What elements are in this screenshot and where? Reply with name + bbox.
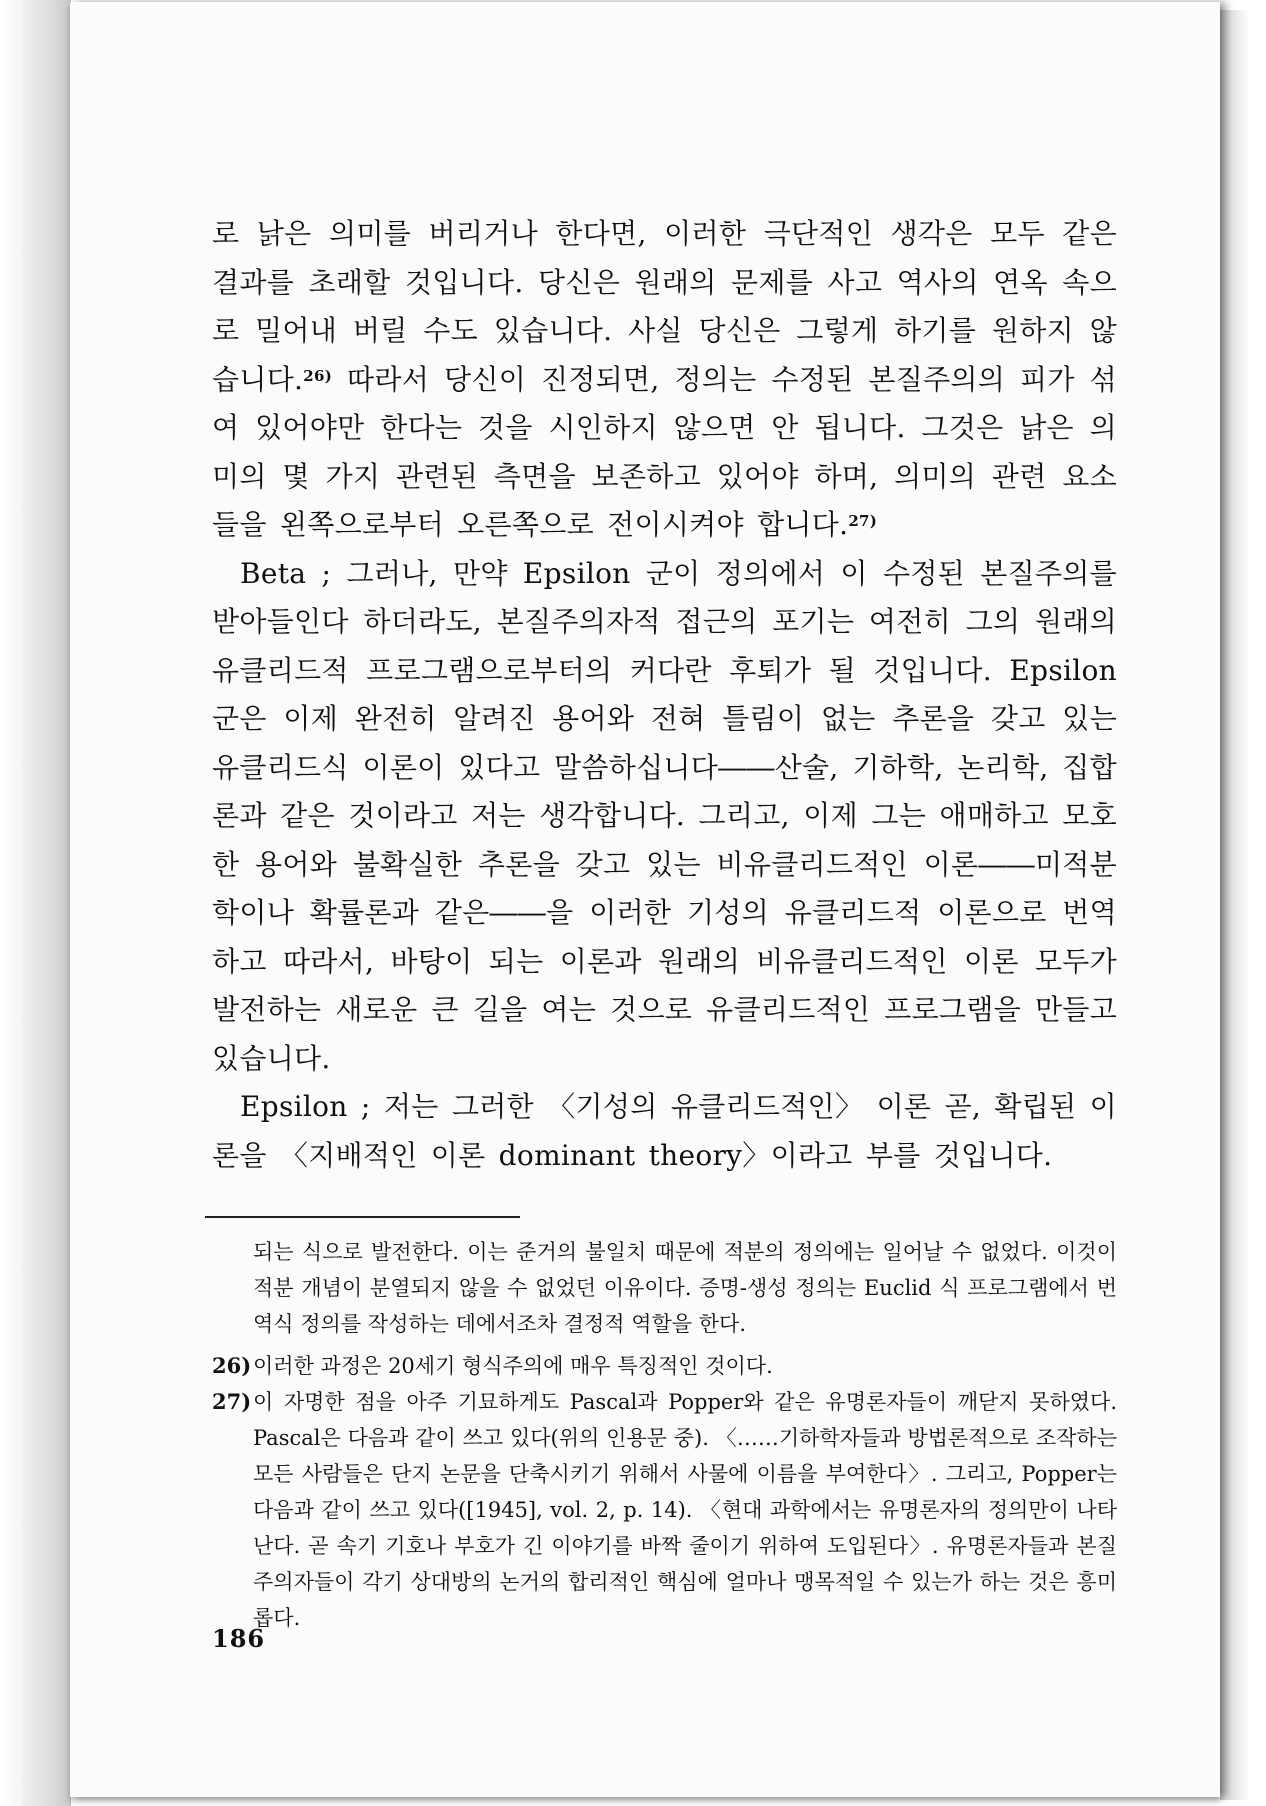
footnote-divider (205, 1216, 520, 1218)
paragraph-1-part-b: 따라서 당신이 진정되면, 정의는 수정된 본질주의의 피가 섞여 있어야만 한다는 것을 시인하지 않으면 안 됩니다. 그것은 낡은 의미의 몇 가지 관련된 측면을 보존하고 있어야 하며, 의미의 관련 요소들을 왼쪽으로부터 오른쪽으로 전이시켜야 합니다. (212, 362, 1117, 541)
book-spine-edge (22, 0, 71, 1806)
page-number: 186 (212, 1624, 266, 1653)
footnote-ref-27[interactable]: 27) (848, 512, 878, 530)
footnote-text: 이 자명한 점을 아주 기묘하게도 Pascal과 Popper와 같은 유명론자들이 깨닫지 못하였다. Pascal은 다음과 같이 쓰고 있다(위의 인용문 중). 〈……기하학자들과 방법론적으로 조작하는 모든 사람들은 단지 논문을 단축시키기 위해서 사물에 이름을 부여한다〉. 그리고, Popper는 다음과 같이 쓰고 있다([1945], vol. 2, p. 14). 〈현대 과학에서는 유명론자의 정의만이 나타난다. 곧 속기 기호나 부호가 긴 이야기를 바짝 줄이기 위하여 도입된다〉. 유명론자들과 본질주의자들이 각기 상대방의 논거의 합리적인 핵심에 얼마나 맹목적일 수 있는가 하는 것은 흥미롭다. (253, 1390, 1117, 1630)
footnote-number: 26) (212, 1353, 252, 1378)
footnote-number: 27) (212, 1389, 252, 1414)
page-shadow (1220, 10, 1250, 1800)
page-content (212, 210, 1117, 1636)
footnote-text: 이러한 과정은 20세기 형식주의에 매우 특징적인 것이다. (253, 1354, 773, 1378)
paragraph-1 (212, 210, 1117, 550)
footnote-ref-26[interactable]: 26) (303, 366, 333, 385)
main-text (212, 210, 1117, 1180)
footnote-26 (212, 1348, 1117, 1384)
paragraph-beta: Beta ; 그러나, 만약 Epsilon 군이 정의에서 이 수정된 본질주의를 받아들인다 하더라도, 본질주의자적 접근의 포기는 여전히 그의 원래의 유클리드적 프로그램으로부터의 커다란 후퇴가 될 것입니다. Epsilon 군은 이제 완전히 알려진 용어와 전혀 틀림이 없는 추론을 갖고 있는 유클리드식 이론이 있다고 말씀하십니다――산술, 기하학, 논리학, 집합론과 같은 것이라고 저는 생각합니다. 그리고, 이제 그는 애매하고 모호한 용어와 불확실한 추론을 갖고 있는 비유클리드적인 이론――미적분학이나 확률론과 같은――을 이러한 기성의 유클리드적 이론으로 번역하고 따라서, 바탕이 되는 이론과 원래의 비유클리드적인 이론 모두가 발전하는 새로운 큰 길을 여는 것으로 유클리드적인 프로그램을 만들고 있습니다. (212, 556, 1117, 1075)
footnote-continuation: 되는 식으로 발전한다. 이는 준거의 불일치 때문에 적분의 정의에는 일어날 수 없었다. 이것이 적분 개념이 분열되지 않을 수 없었던 이유이다. 증명-생성 정의는 Euclid 식 프로그램에서 번역식 정의를 작성하는 데에서조차 결정적 역할을 한다. (253, 1240, 1117, 1336)
footnote-27 (212, 1384, 1117, 1636)
footnote-list (212, 1348, 1117, 1636)
paragraph-epsilon: Epsilon ; 저는 그러한 〈기성의 유클리드적인〉 이론 곧, 확립된 이론을 〈지배적인 이론 dominant theory〉이라고 부를 것입니다. (212, 1090, 1117, 1172)
paragraph-1-part-a: 로 낡은 의미를 버리거나 한다면, 이러한 극단적인 생각은 모두 같은 결과를 초래할 것입니다. 당신은 원래의 문제를 사고 역사의 연옥 속으로 밀어내 버릴 수도 있습니다. 사실 당신은 그렇게 하기를 원하지 않습니다. (212, 217, 1117, 396)
